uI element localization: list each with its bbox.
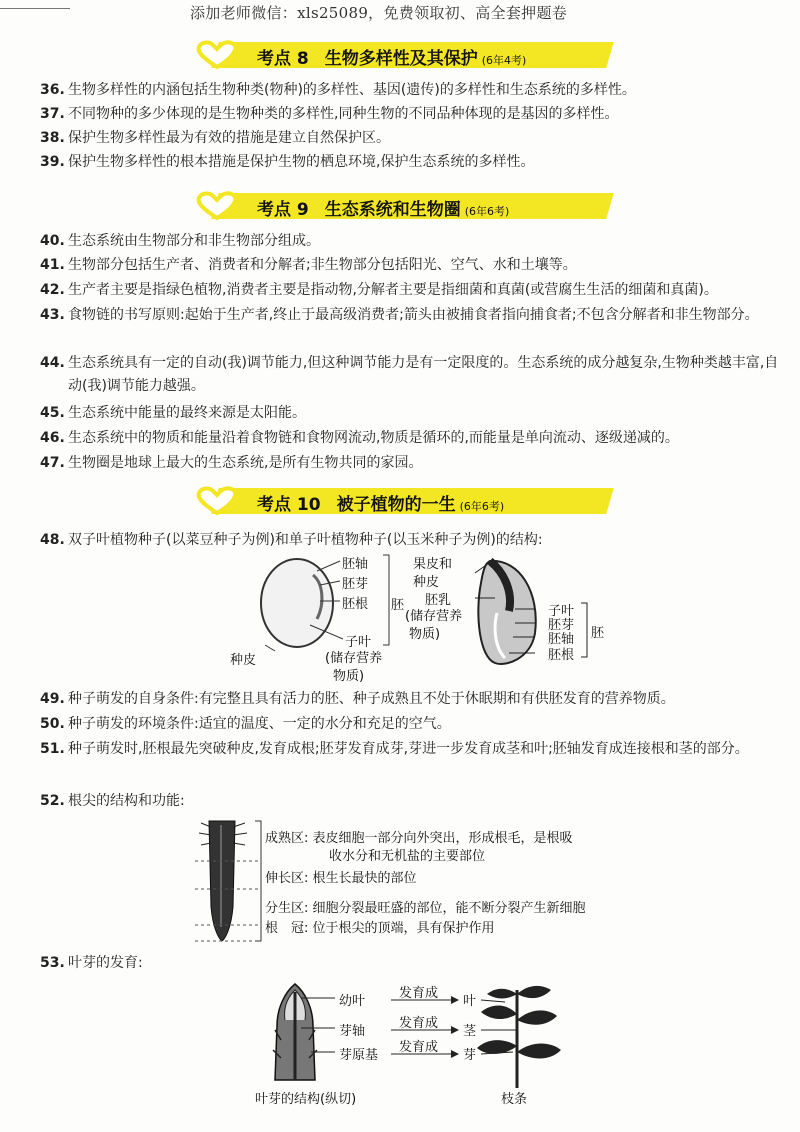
caption-shoot: 枝条 xyxy=(501,1092,528,1107)
label-develop-3: 发育成 xyxy=(399,1040,439,1055)
label-storage-2: 物质) xyxy=(409,627,441,642)
zone-meristem: 分生区: 细胞分裂最旺盛的部位，能不断分裂产生新细胞 xyxy=(265,901,586,916)
label-develop-1: 发育成 xyxy=(399,986,439,1001)
label-jing: 茎 xyxy=(463,1024,477,1039)
section-title: 考点 9 生态系统和生物圈 (6年6考) xyxy=(257,200,510,220)
caption-leaf-bud: 叶芽的结构(纵切) xyxy=(255,1092,357,1107)
list-item: 47. 生物圈是地球上最大的生态系统,是所有生物共同的家园。 xyxy=(40,455,423,471)
list-item: 51. 种子萌发时,胚根最先突破种皮,发育成根;胚芽发育成芽,芽进一步发育成茎和叶;胚轴发育成连接根和茎的部分。 xyxy=(40,741,749,757)
list-item: 45. 生态系统中能量的最终来源是太阳能。 xyxy=(40,405,306,421)
list-item: 37. 不同物种的多少体现的是生物种类的多样性,同种生物的不同品种体现的是基因的多样性。 xyxy=(40,106,619,122)
zone-maturation-desc: 收水分和无机盐的主要部位 xyxy=(329,849,486,864)
list-item: 53. 叶芽的发育: xyxy=(40,955,143,971)
root-tip-diagram xyxy=(195,817,675,945)
section-title: 考点 8 生物多样性及其保护 (6年4考) xyxy=(257,49,527,69)
section-banner-9 xyxy=(195,191,615,221)
bean-seed-diagram xyxy=(225,553,415,693)
list-item: 46. 生态系统中的物质和能量沿着食物链和食物网流动,物质是循环的,而能量是单向流动、逐级递减的。 xyxy=(40,430,679,446)
label-peizhou: 胚轴 xyxy=(342,557,369,572)
zone-dividers xyxy=(195,817,265,945)
label-peiya: 胚芽 xyxy=(548,618,575,633)
section-title: 考点 10 被子植物的一生 (6年6考) xyxy=(257,495,505,515)
list-item: 49. 种子萌发的自身条件:有完整且具有活力的胚、种子成熟且不处于休眠期和有供胚发育的营养物质。 xyxy=(40,691,675,707)
label-peigen: 胚根 xyxy=(342,597,369,612)
label-ye: 叶 xyxy=(463,994,477,1009)
zone-elongation: 伸长区: 根生长最快的部位 xyxy=(265,871,417,886)
label-pei: 胚 xyxy=(391,598,405,613)
list-item: 41. 生物部分包括生产者、消费者和分解者;非生物部分包括阳光、空气、水和土壤等。 xyxy=(40,257,577,273)
label-peiru: 胚乳 xyxy=(425,593,452,608)
label-peigen: 胚根 xyxy=(548,648,575,663)
header-rule xyxy=(0,8,70,9)
label-ziye: 子叶 xyxy=(345,635,372,650)
list-item: 36. 生物多样性的内涵包括生物种类(物种)的多样性、基因(遗传)的多样性和生态系统的多样性。 xyxy=(40,82,636,98)
zone-rootcap: 根 冠: 位于根尖的顶端，具有保护作用 xyxy=(265,921,495,936)
bean-seed-illustration xyxy=(225,553,415,693)
heart-icon xyxy=(195,191,239,221)
list-item: 48. 双子叶植物种子(以菜豆种子为例)和单子叶植物种子(以玉米种子为例)的结构: xyxy=(40,532,543,548)
label-zhongpi: 种皮 xyxy=(230,653,257,668)
watermark-text: 添加老师微信：xls25089，免费领取初、高全套押题卷 xyxy=(190,4,568,22)
heart-icon xyxy=(195,40,239,70)
list-item: 43. 食物链的书写原则:起始于生产者,终止于最高级消费者;箭头由被捕食者指向捕食者;不包含分解者和非生物部分。 xyxy=(40,307,759,323)
label-ya: 芽 xyxy=(463,1048,477,1063)
list-item: 52. 根尖的结构和功能: xyxy=(40,793,185,809)
label-yazhou: 芽轴 xyxy=(339,1024,366,1039)
label-peizhou: 胚轴 xyxy=(548,632,575,647)
label-youye: 幼叶 xyxy=(339,994,366,1009)
label-ziye: 子叶 xyxy=(548,604,575,619)
label-peiya: 胚芽 xyxy=(342,577,369,592)
label-storage-2: 物质) xyxy=(333,669,365,684)
section-banner-10 xyxy=(195,486,615,516)
label-guopi: 果皮和 xyxy=(413,557,453,572)
list-item: 39. 保护生物多样性的根本措施是保护生物的栖息环境,保护生态系统的多样性。 xyxy=(40,154,535,170)
corn-seed-diagram xyxy=(405,553,625,673)
label-develop-2: 发育成 xyxy=(399,1016,439,1031)
heart-icon xyxy=(195,486,239,516)
label-pei: 胚 xyxy=(591,626,605,641)
list-item: 42. 生产者主要是指绿色植物,消费者主要是指动物,分解者主要是指细菌和真菌(或营腐生生活的细菌和真菌)。 xyxy=(40,282,718,298)
list-item: 40. 生态系统由生物部分和非生物部分组成。 xyxy=(40,233,320,249)
label-zhongpi: 种皮 xyxy=(413,575,440,590)
label-storage-1: (储存营养 xyxy=(405,609,463,624)
list-item: 38. 保护生物多样性最为有效的措施是建立自然保护区。 xyxy=(40,130,390,146)
leaf-bud-diagram xyxy=(255,980,595,1110)
section-banner-8 xyxy=(195,40,615,70)
list-item: 44. 生态系统具有一定的自动(我)调节能力,但这种调节能力是有一定限度的。生态系统的成分越复杂,生物种类越丰富,自动(我)调节能力越强。 xyxy=(40,355,779,394)
label-yayuanji: 芽原基 xyxy=(339,1048,379,1063)
label-storage-1: (储存营养 xyxy=(325,651,383,666)
zone-maturation: 成熟区: 表皮细胞一部分向外突出，形成根毛，是根吸 xyxy=(265,831,573,846)
list-item: 50. 种子萌发的环境条件:适宜的温度、一定的水分和充足的空气。 xyxy=(40,716,451,732)
